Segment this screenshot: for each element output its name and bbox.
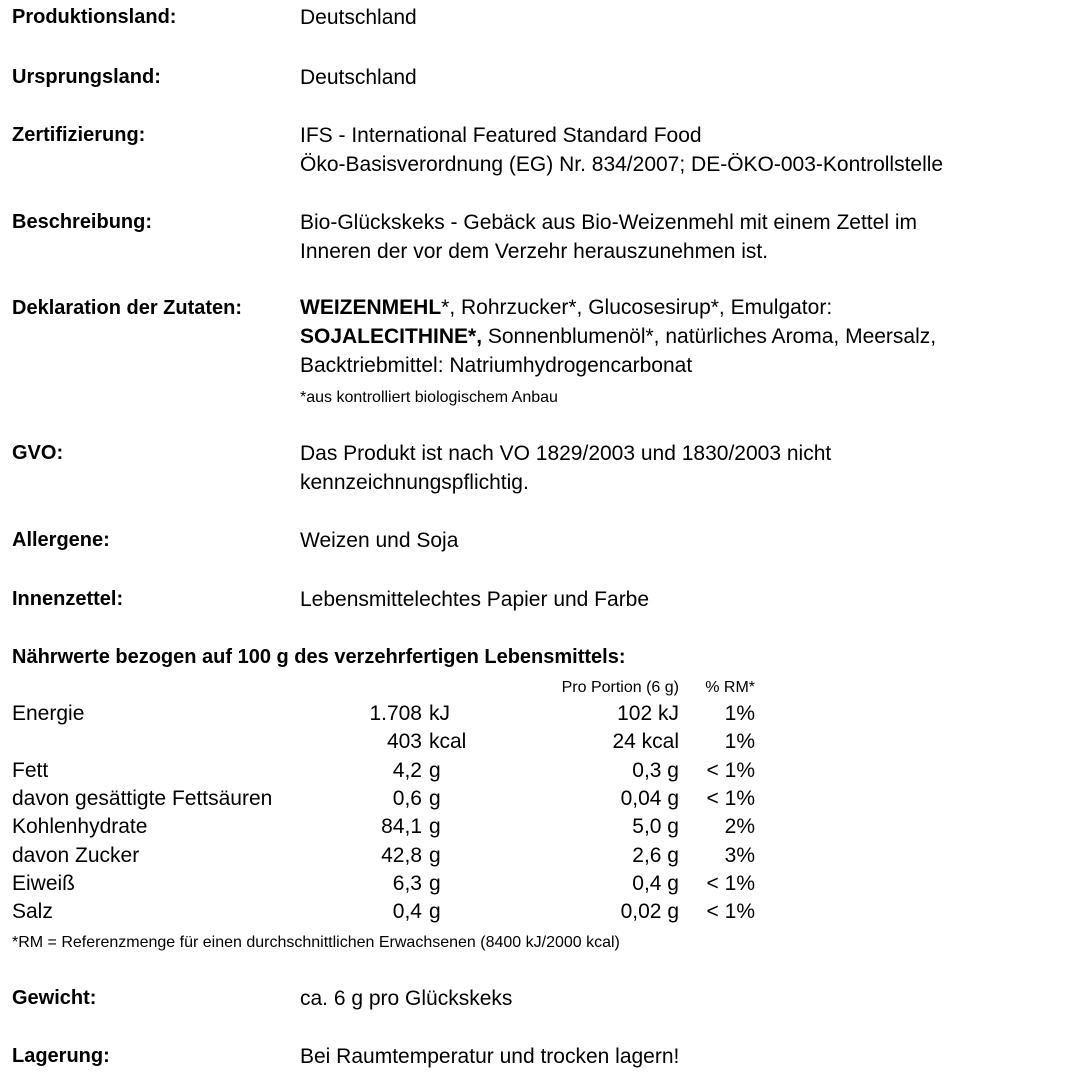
nutrition-portion-4: 5,0 g bbox=[632, 815, 679, 838]
zutaten-line-1-rest: *, Rohrzucker*, Glucosesirup*, Emulgator: bbox=[441, 296, 833, 319]
nutrition-v100-5: 42,8 bbox=[381, 844, 422, 867]
nutrition-v100-1: 403 bbox=[386, 730, 422, 753]
nutrition-portion-1: 24 kcal bbox=[612, 730, 679, 753]
nutrition-portion-5: 2,6 g bbox=[632, 844, 679, 867]
nutrition-heading: Nährwerte bezogen auf 100 g des verzehrfertigen Lebensmittels: bbox=[12, 646, 626, 668]
nutrition-v100-4: 84,1 bbox=[381, 815, 422, 838]
nutrition-u100-7: g bbox=[429, 900, 441, 923]
nutrition-rm-4: 2% bbox=[724, 815, 755, 838]
gvo-line-2: kennzeichnungspflichtig. bbox=[300, 471, 529, 494]
nutrition-v100-0: 1.708 bbox=[369, 702, 422, 725]
nutrition-rm-2: < 1% bbox=[706, 759, 755, 782]
zertifizierung-line-1: IFS - International Featured Standard Food bbox=[300, 124, 702, 147]
nutrition-col-rm: % RM* bbox=[705, 679, 755, 696]
nutrition-rm-7: < 1% bbox=[706, 900, 755, 923]
nutrition-u100-4: g bbox=[429, 815, 441, 838]
nutrition-rm-5: 3% bbox=[724, 844, 755, 867]
nutrition-col-portion: Pro Portion (6 g) bbox=[561, 679, 679, 696]
gvo-line-1: Das Produkt ist nach VO 1829/2003 und 1830/2003 nicht bbox=[300, 442, 832, 465]
nutrition-v100-6: 6,3 bbox=[392, 872, 422, 895]
nutrition-u100-6: g bbox=[429, 872, 441, 895]
nutrition-u100-3: g bbox=[429, 787, 441, 810]
zutaten-line-1 bbox=[300, 293, 936, 322]
nutrition-name-0: Energie bbox=[12, 702, 85, 725]
beschreibung-line-2: Inneren der vor dem Verzehr herauszunehmen ist. bbox=[300, 240, 769, 263]
nutrition-rm-1: 1% bbox=[724, 730, 755, 753]
label-ursprungsland: Ursprungsland: bbox=[12, 66, 161, 88]
nutrition-u100-1: kcal bbox=[429, 730, 467, 753]
nutrition-portion-6: 0,4 g bbox=[632, 872, 679, 895]
value-gvo bbox=[300, 439, 831, 497]
value-allergene: Weizen und Soja bbox=[300, 529, 459, 552]
label-allergene: Allergene: bbox=[12, 529, 110, 551]
zutaten-line-2-rest: Sonnenblumenöl*, natürliches Aroma, Meersalz, bbox=[482, 325, 937, 348]
label-gewicht: Gewicht: bbox=[12, 987, 97, 1009]
value-zutaten bbox=[300, 293, 936, 380]
nutrition-v100-7: 0,4 bbox=[392, 900, 422, 923]
value-beschreibung bbox=[300, 208, 917, 266]
value-ursprungsland: Deutschland bbox=[300, 66, 417, 89]
label-produktionsland: Produktionsland: bbox=[12, 6, 177, 28]
label-lagerung: Lagerung: bbox=[12, 1045, 110, 1067]
value-gewicht: ca. 6 g pro Glückskeks bbox=[300, 987, 513, 1010]
nutrition-portion-0: 102 kJ bbox=[617, 702, 679, 725]
zutaten-line-3: Backtriebmittel: Natriumhydrogencarbonat bbox=[300, 354, 693, 377]
nutrition-portion-7: 0,02 g bbox=[620, 900, 679, 923]
value-zertifizierung bbox=[300, 121, 943, 179]
nutrition-portion-2: 0,3 g bbox=[632, 759, 679, 782]
label-zertifizierung: Zertifizierung: bbox=[12, 124, 146, 146]
nutrition-v100-3: 0,6 bbox=[392, 787, 422, 810]
label-gvo: GVO: bbox=[12, 442, 64, 464]
zutaten-weizenmehl: WEIZENMEHL bbox=[300, 296, 442, 319]
nutrition-name-6: Eiweiß bbox=[12, 872, 76, 895]
beschreibung-line-1: Bio-Glückskeks - Gebäck aus Bio-Weizenmehl mit einem Zettel im bbox=[300, 211, 917, 234]
label-zutaten: Deklaration der Zutaten: bbox=[12, 297, 243, 319]
nutrition-rm-0: 1% bbox=[724, 702, 755, 725]
nutrition-name-3: davon gesättigte Fettsäuren bbox=[12, 787, 273, 810]
value-produktionsland: Deutschland bbox=[300, 6, 417, 29]
nutrition-name-7: Salz bbox=[12, 900, 53, 923]
value-innenzettel: Lebensmittelechtes Papier und Farbe bbox=[300, 588, 650, 611]
label-innenzettel: Innenzettel: bbox=[12, 588, 124, 610]
nutrition-name-5: davon Zucker bbox=[12, 844, 140, 867]
nutrition-u100-0: kJ bbox=[429, 702, 450, 725]
nutrition-rm-3: < 1% bbox=[706, 787, 755, 810]
value-lagerung: Bei Raumtemperatur und trocken lagern! bbox=[300, 1045, 680, 1068]
nutrition-name-4: Kohlenhydrate bbox=[12, 815, 148, 838]
nutrition-name-2: Fett bbox=[12, 759, 49, 782]
nutrition-footnote: *RM = Referenzmenge für einen durchschnittlichen Erwachsenen (8400 kJ/2000 kcal) bbox=[12, 934, 620, 951]
zertifizierung-line-2: Öko-Basisverordnung (EG) Nr. 834/2007; DE-ÖKO-003-Kontrollstelle bbox=[300, 153, 944, 176]
label-beschreibung: Beschreibung: bbox=[12, 211, 153, 233]
nutrition-portion-3: 0,04 g bbox=[620, 787, 679, 810]
nutrition-u100-2: g bbox=[429, 759, 441, 782]
zutaten-line-2 bbox=[300, 322, 936, 351]
zutaten-sojalecithine: SOJALECITHINE*, bbox=[300, 325, 483, 348]
nutrition-u100-5: g bbox=[429, 844, 441, 867]
zutaten-footnote: *aus kontrolliert biologischem Anbau bbox=[300, 389, 558, 406]
nutrition-v100-2: 4,2 bbox=[392, 759, 422, 782]
nutrition-rm-6: < 1% bbox=[706, 872, 755, 895]
